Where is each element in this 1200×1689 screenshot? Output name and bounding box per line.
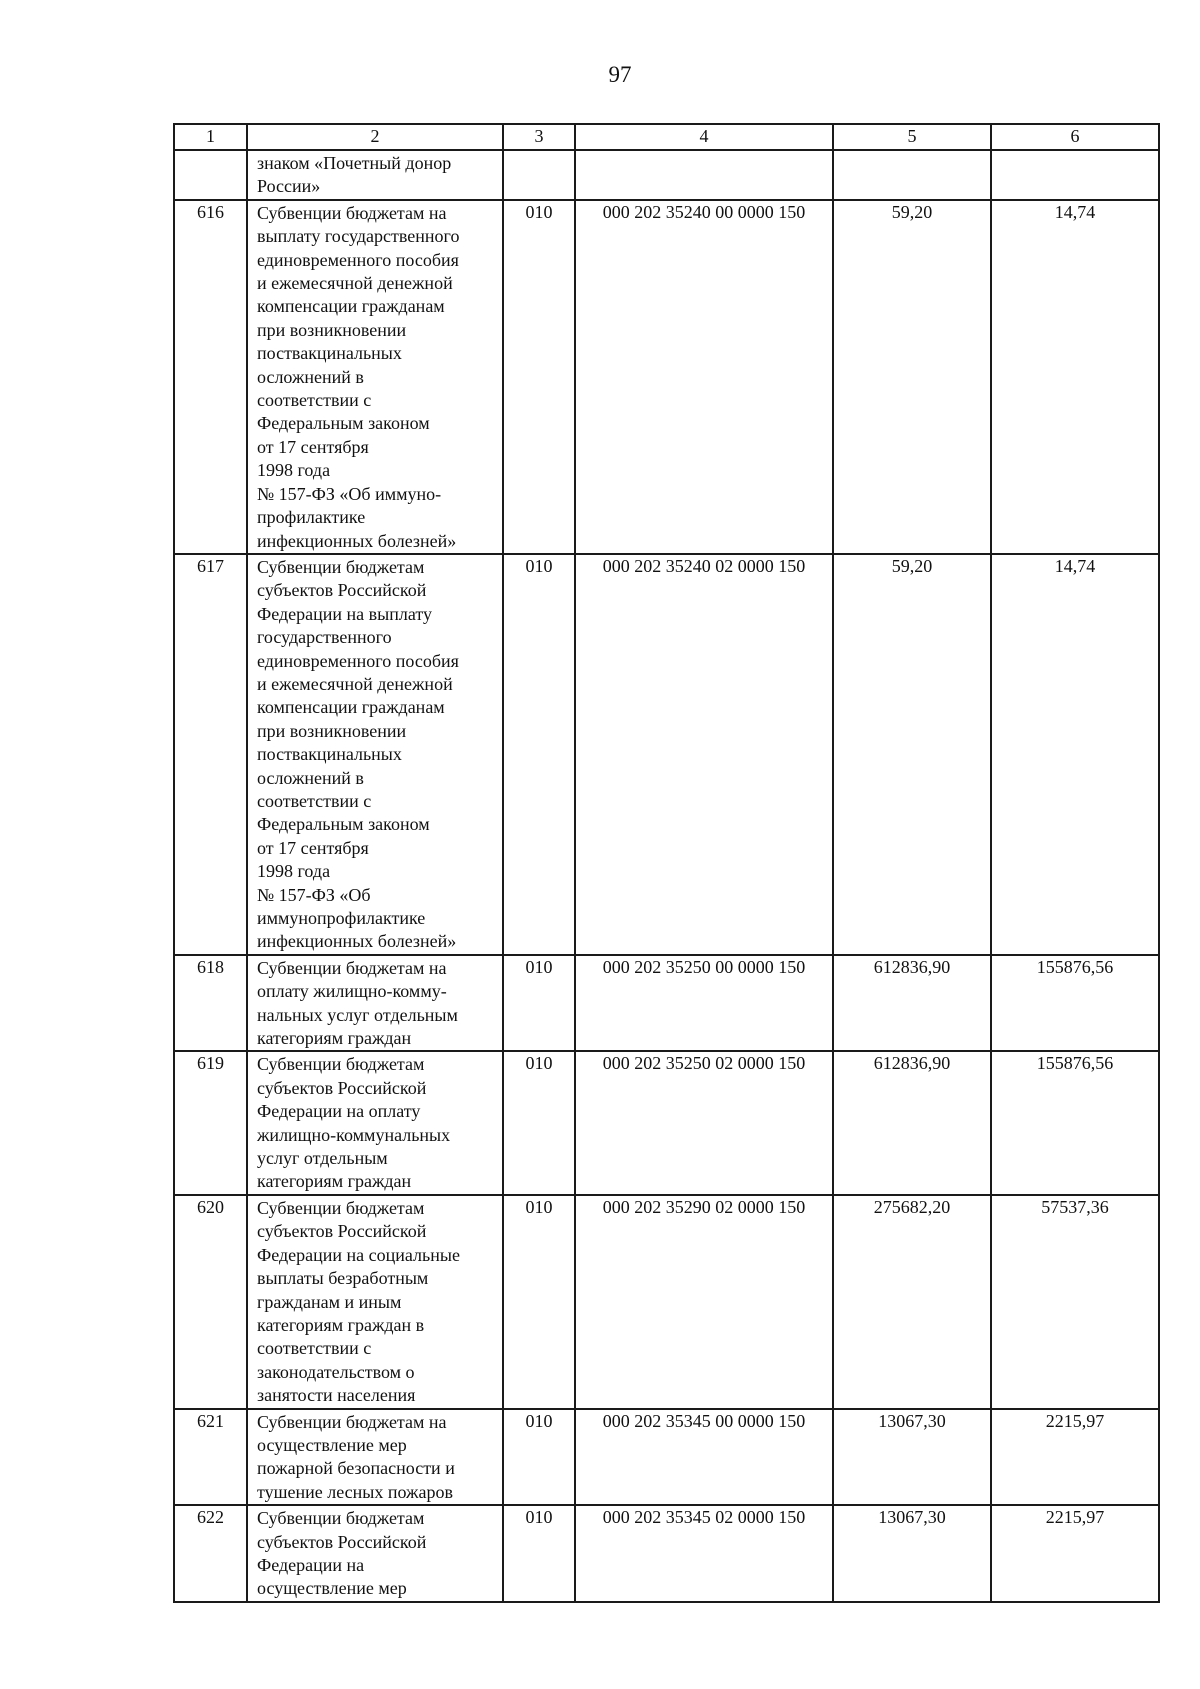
table-row <box>174 554 1159 955</box>
row-number <box>174 150 247 200</box>
row-value-col6: 155876,56 <box>991 955 1159 1052</box>
row-number: 622 <box>174 1505 247 1602</box>
row-value-col5: 612836,90 <box>833 955 991 1052</box>
row-value-col5: 13067,30 <box>833 1505 991 1602</box>
row-value-col6: 2215,97 <box>991 1409 1159 1506</box>
column-header: 6 <box>991 124 1159 150</box>
column-header: 4 <box>575 124 833 150</box>
row-admin-code: 010 <box>503 1051 575 1194</box>
row-description: знаком «Почетный донор России» <box>247 150 503 200</box>
page-number: 97 <box>608 62 632 87</box>
row-value-col5 <box>833 150 991 200</box>
table-row <box>174 200 1159 554</box>
row-admin-code: 010 <box>503 1195 575 1409</box>
row-number: 617 <box>174 554 247 955</box>
row-budget-code: 000 202 35250 02 0000 150 <box>575 1051 833 1194</box>
column-header: 3 <box>503 124 575 150</box>
row-admin-code: 010 <box>503 554 575 955</box>
row-number: 618 <box>174 955 247 1052</box>
budget-table <box>173 123 1160 1603</box>
row-budget-code: 000 202 35345 02 0000 150 <box>575 1505 833 1602</box>
row-number: 616 <box>174 200 247 554</box>
row-value-col5: 59,20 <box>833 200 991 554</box>
row-value-col5: 13067,30 <box>833 1409 991 1506</box>
row-description: Субвенции бюджетам субъектов Российской Федерации на социальные выплаты безработным гражданам и иным категориям граждан в соответствии с законодательством о занятости населения <box>247 1195 503 1409</box>
row-value-col6: 14,74 <box>991 200 1159 554</box>
table-row <box>174 1195 1159 1409</box>
row-budget-code: 000 202 35240 02 0000 150 <box>575 554 833 955</box>
row-value-col6: 155876,56 <box>991 1051 1159 1194</box>
column-header: 5 <box>833 124 991 150</box>
row-admin-code: 010 <box>503 1409 575 1506</box>
row-budget-code: 000 202 35345 00 0000 150 <box>575 1409 833 1506</box>
row-admin-code: 010 <box>503 1505 575 1602</box>
row-description: Субвенции бюджетам на выплату государственного единовременного пособия и ежемесячной денежной компенсации гражданам при возникновении поствакцинальных осложнений в соответствии с Федеральным законом от 17 сентября 1998 года № 157-ФЗ «Об иммуно- профилактике инфекционных болезней» <box>247 200 503 554</box>
row-description: Субвенции бюджетам на оплату жилищно-комму- нальных услуг отдельным категориям граждан <box>247 955 503 1052</box>
row-number: 621 <box>174 1409 247 1506</box>
row-budget-code: 000 202 35250 00 0000 150 <box>575 955 833 1052</box>
column-header: 2 <box>247 124 503 150</box>
row-number: 619 <box>174 1051 247 1194</box>
row-value-col6: 14,74 <box>991 554 1159 955</box>
row-admin-code <box>503 150 575 200</box>
table-row <box>174 150 1159 200</box>
row-admin-code: 010 <box>503 200 575 554</box>
row-value-col5: 275682,20 <box>833 1195 991 1409</box>
table-row <box>174 1409 1159 1506</box>
row-description: Субвенции бюджетам субъектов Российской Федерации на осуществление мер <box>247 1505 503 1602</box>
table-header-row <box>174 124 1159 150</box>
row-description: Субвенции бюджетам субъектов Российской Федерации на оплату жилищно-коммунальных услуг отдельным категориям граждан <box>247 1051 503 1194</box>
row-description: Субвенции бюджетам субъектов Российской Федерации на выплату государственного единовременного пособия и ежемесячной денежной компенсации гражданам при возникновении поствакцинальных осложнений в соответствии с Федеральным законом от 17 сентября 1998 года № 157-ФЗ «Об иммунопрофилактике инфекционных болезней» <box>247 554 503 955</box>
row-value-col5: 59,20 <box>833 554 991 955</box>
row-description: Субвенции бюджетам на осуществление мер пожарной безопасности и тушение лесных пожаров <box>247 1409 503 1506</box>
row-budget-code <box>575 150 833 200</box>
row-budget-code: 000 202 35290 02 0000 150 <box>575 1195 833 1409</box>
row-value-col5: 612836,90 <box>833 1051 991 1194</box>
row-number: 620 <box>174 1195 247 1409</box>
row-admin-code: 010 <box>503 955 575 1052</box>
row-value-col6: 57537,36 <box>991 1195 1159 1409</box>
row-value-col6 <box>991 150 1159 200</box>
row-value-col6: 2215,97 <box>991 1505 1159 1602</box>
table-row <box>174 1505 1159 1602</box>
table-row <box>174 955 1159 1052</box>
table-row <box>174 1051 1159 1194</box>
row-budget-code: 000 202 35240 00 0000 150 <box>575 200 833 554</box>
column-header: 1 <box>174 124 247 150</box>
